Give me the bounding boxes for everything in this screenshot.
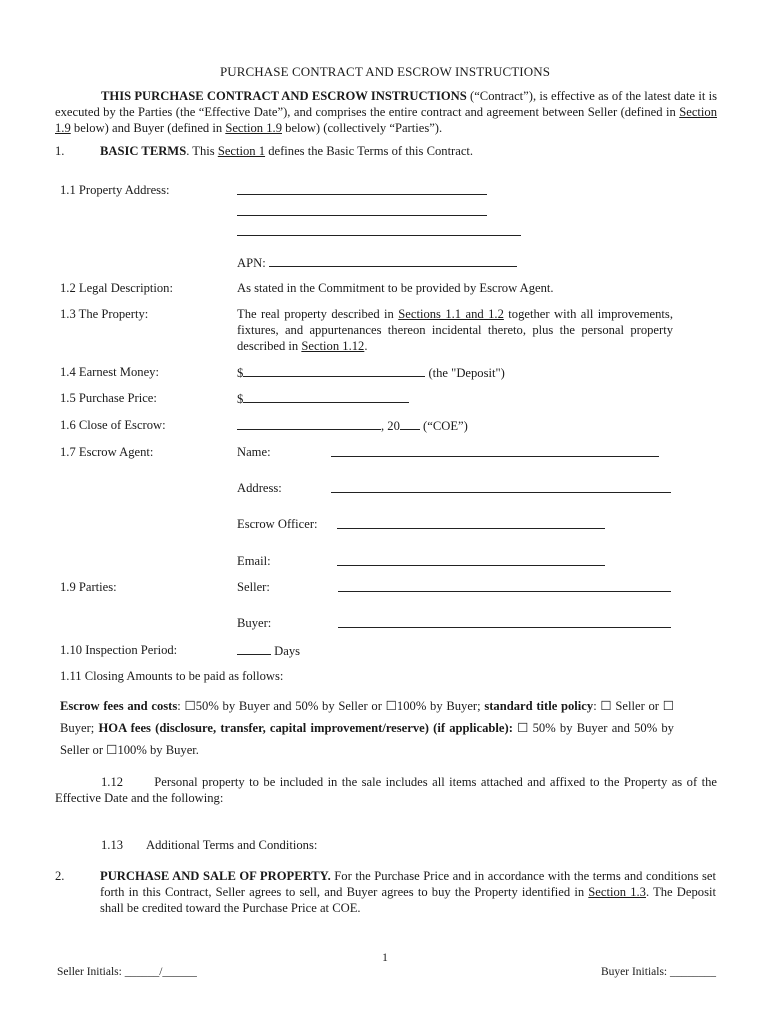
intro-text-3: below) (collectively “Parties”). — [282, 121, 443, 135]
buyer-initials[interactable]: Buyer Initials: ________ — [601, 966, 716, 978]
legal-description-label: 1.2 Legal Description: — [60, 281, 173, 295]
purchase-price-field[interactable] — [237, 390, 409, 407]
property-address-line-1[interactable] — [237, 182, 487, 199]
parties-label: 1.9 Parties: — [60, 580, 117, 594]
property-text-1: The real property described in — [237, 307, 399, 321]
escrow-email-label: Email: — [237, 554, 271, 568]
close-of-escrow-label: 1.6 Close of Escrow: — [60, 418, 166, 432]
document-title: PURCHASE CONTRACT AND ESCROW INSTRUCTIONS — [219, 64, 551, 79]
apn-label: APN: — [237, 256, 266, 270]
property-address-line-2[interactable] — [237, 203, 487, 220]
apn-field[interactable] — [237, 254, 517, 271]
inspection-period-field[interactable] — [237, 642, 300, 659]
section-1-title: BASIC TERMS — [100, 144, 187, 158]
escrow-agent-label: 1.7 Escrow Agent: — [60, 445, 154, 459]
property-text-3: . — [364, 339, 368, 353]
section-2-text-2: . The Deposit shall be credited toward the Purchase Price at COE. — [100, 885, 716, 915]
intro-ref-1: Section 1.9 — [55, 105, 717, 135]
property-label: 1.3 The Property: — [60, 307, 149, 321]
coe-year-prefix: , 20 — [381, 419, 400, 433]
purchase-price-label: 1.5 Purchase Price: — [60, 391, 157, 405]
property-address-label: 1.1 Property Address: — [60, 183, 170, 197]
page-number: 1 — [382, 952, 388, 964]
title-policy-text[interactable]: : ☐ Seller or ☐ Buyer; — [60, 699, 674, 735]
deposit-suffix: (the "Deposit") — [425, 366, 505, 380]
intro-paragraph — [55, 88, 717, 136]
close-of-escrow-field[interactable] — [237, 417, 468, 434]
item-1-13-number: 1.13 — [101, 838, 124, 852]
escrow-officer-field[interactable] — [337, 516, 605, 533]
inspection-period-label: 1.10 Inspection Period: — [60, 643, 178, 657]
coe-suffix: (“COE”) — [419, 419, 468, 433]
seller-initials[interactable]: Seller Initials: ______/______ — [57, 966, 197, 978]
intro-bold-lead: THIS PURCHASE CONTRACT AND ESCROW INSTRUCTIONS — [101, 89, 467, 103]
escrow-name-label: Name: — [237, 445, 271, 459]
seller-label: Seller: — [237, 580, 270, 594]
closing-amounts-label: 1.11 Closing Amounts to be paid as follows: — [60, 669, 284, 683]
intro-text-1: (“Contract”), is effective as of the latest date it is executed by the Parties (the “Effective Date”), and comprises the entire contract and agreement between Seller (defined in — [55, 89, 717, 119]
escrow-fees-text[interactable]: : ☐50% by Buyer and 50% by Seller or ☐100% by Buyer; — [177, 699, 485, 713]
section-2-heading: PURCHASE AND SALE OF PROPERTY. — [100, 869, 331, 883]
item-1-12 — [55, 774, 717, 806]
item-1-12-number: 1.12 — [101, 775, 124, 789]
closing-amounts-paragraph — [60, 695, 674, 761]
hoa-fees-bold: HOA fees (disclosure, transfer, capital improvement/reserve) (if applicable): — [98, 721, 513, 735]
escrow-address-label: Address: — [237, 481, 282, 495]
escrow-fees-bold: Escrow fees and costs — [60, 699, 178, 713]
section-1-text-2: defines the Basic Terms of this Contract. — [265, 144, 474, 158]
title-policy-bold: standard title policy — [484, 699, 594, 713]
earnest-money-field[interactable] — [237, 364, 505, 381]
section-1-number: 1. — [55, 144, 65, 158]
days-label: Days — [271, 644, 301, 658]
escrow-email-field[interactable] — [337, 553, 605, 570]
buyer-field[interactable] — [338, 615, 671, 632]
currency-symbol: $ — [237, 366, 244, 380]
escrow-name-field[interactable] — [331, 444, 659, 461]
intro-ref-2: Section 1.9 — [225, 121, 282, 135]
legal-description-value: As stated in the Commitment to be provided by Escrow Agent. — [237, 281, 554, 295]
seller-field[interactable] — [338, 579, 671, 596]
section-1-text-1: . This — [186, 144, 218, 158]
section-1-heading — [100, 143, 720, 159]
earnest-money-label: 1.4 Earnest Money: — [60, 365, 159, 379]
item-1-12-text: Personal property to be included in the sale includes all items attached and affixed to the Property as of the Effective Date and the following: — [55, 775, 717, 805]
section-2-paragraph — [100, 868, 716, 916]
property-description — [237, 306, 673, 354]
escrow-officer-label: Escrow Officer: — [237, 517, 318, 531]
item-1-13-text: Additional Terms and Conditions: — [146, 838, 318, 852]
buyer-label: Buyer: — [237, 616, 272, 630]
section-1-ref: Section 1 — [217, 144, 266, 158]
intro-text-2: below) and Buyer (defined in — [70, 121, 226, 135]
hoa-fees-text[interactable]: ☐ 50% by Buyer and 50% by Seller or ☐100% by Buyer. — [60, 721, 674, 757]
section-2-ref: Section 1.3 — [588, 885, 646, 899]
property-address-line-3[interactable] — [237, 223, 521, 240]
escrow-address-field[interactable] — [331, 480, 671, 497]
currency-symbol: $ — [237, 392, 244, 406]
property-ref-2: Section 1.12 — [301, 339, 365, 353]
section-2-number: 2. — [55, 869, 65, 883]
property-text-2: together with all improvements, fixtures, and appurtenances thereon incidental thereto, plus the personal property described in — [237, 307, 673, 353]
section-2-text-1: For the Purchase Price and in accordance with the terms and conditions set forth in this Contract, Seller agrees to sell, and Buyer agrees to buy the Property identified in — [100, 869, 716, 899]
property-ref-1: Sections 1.1 and 1.2 — [398, 307, 504, 321]
